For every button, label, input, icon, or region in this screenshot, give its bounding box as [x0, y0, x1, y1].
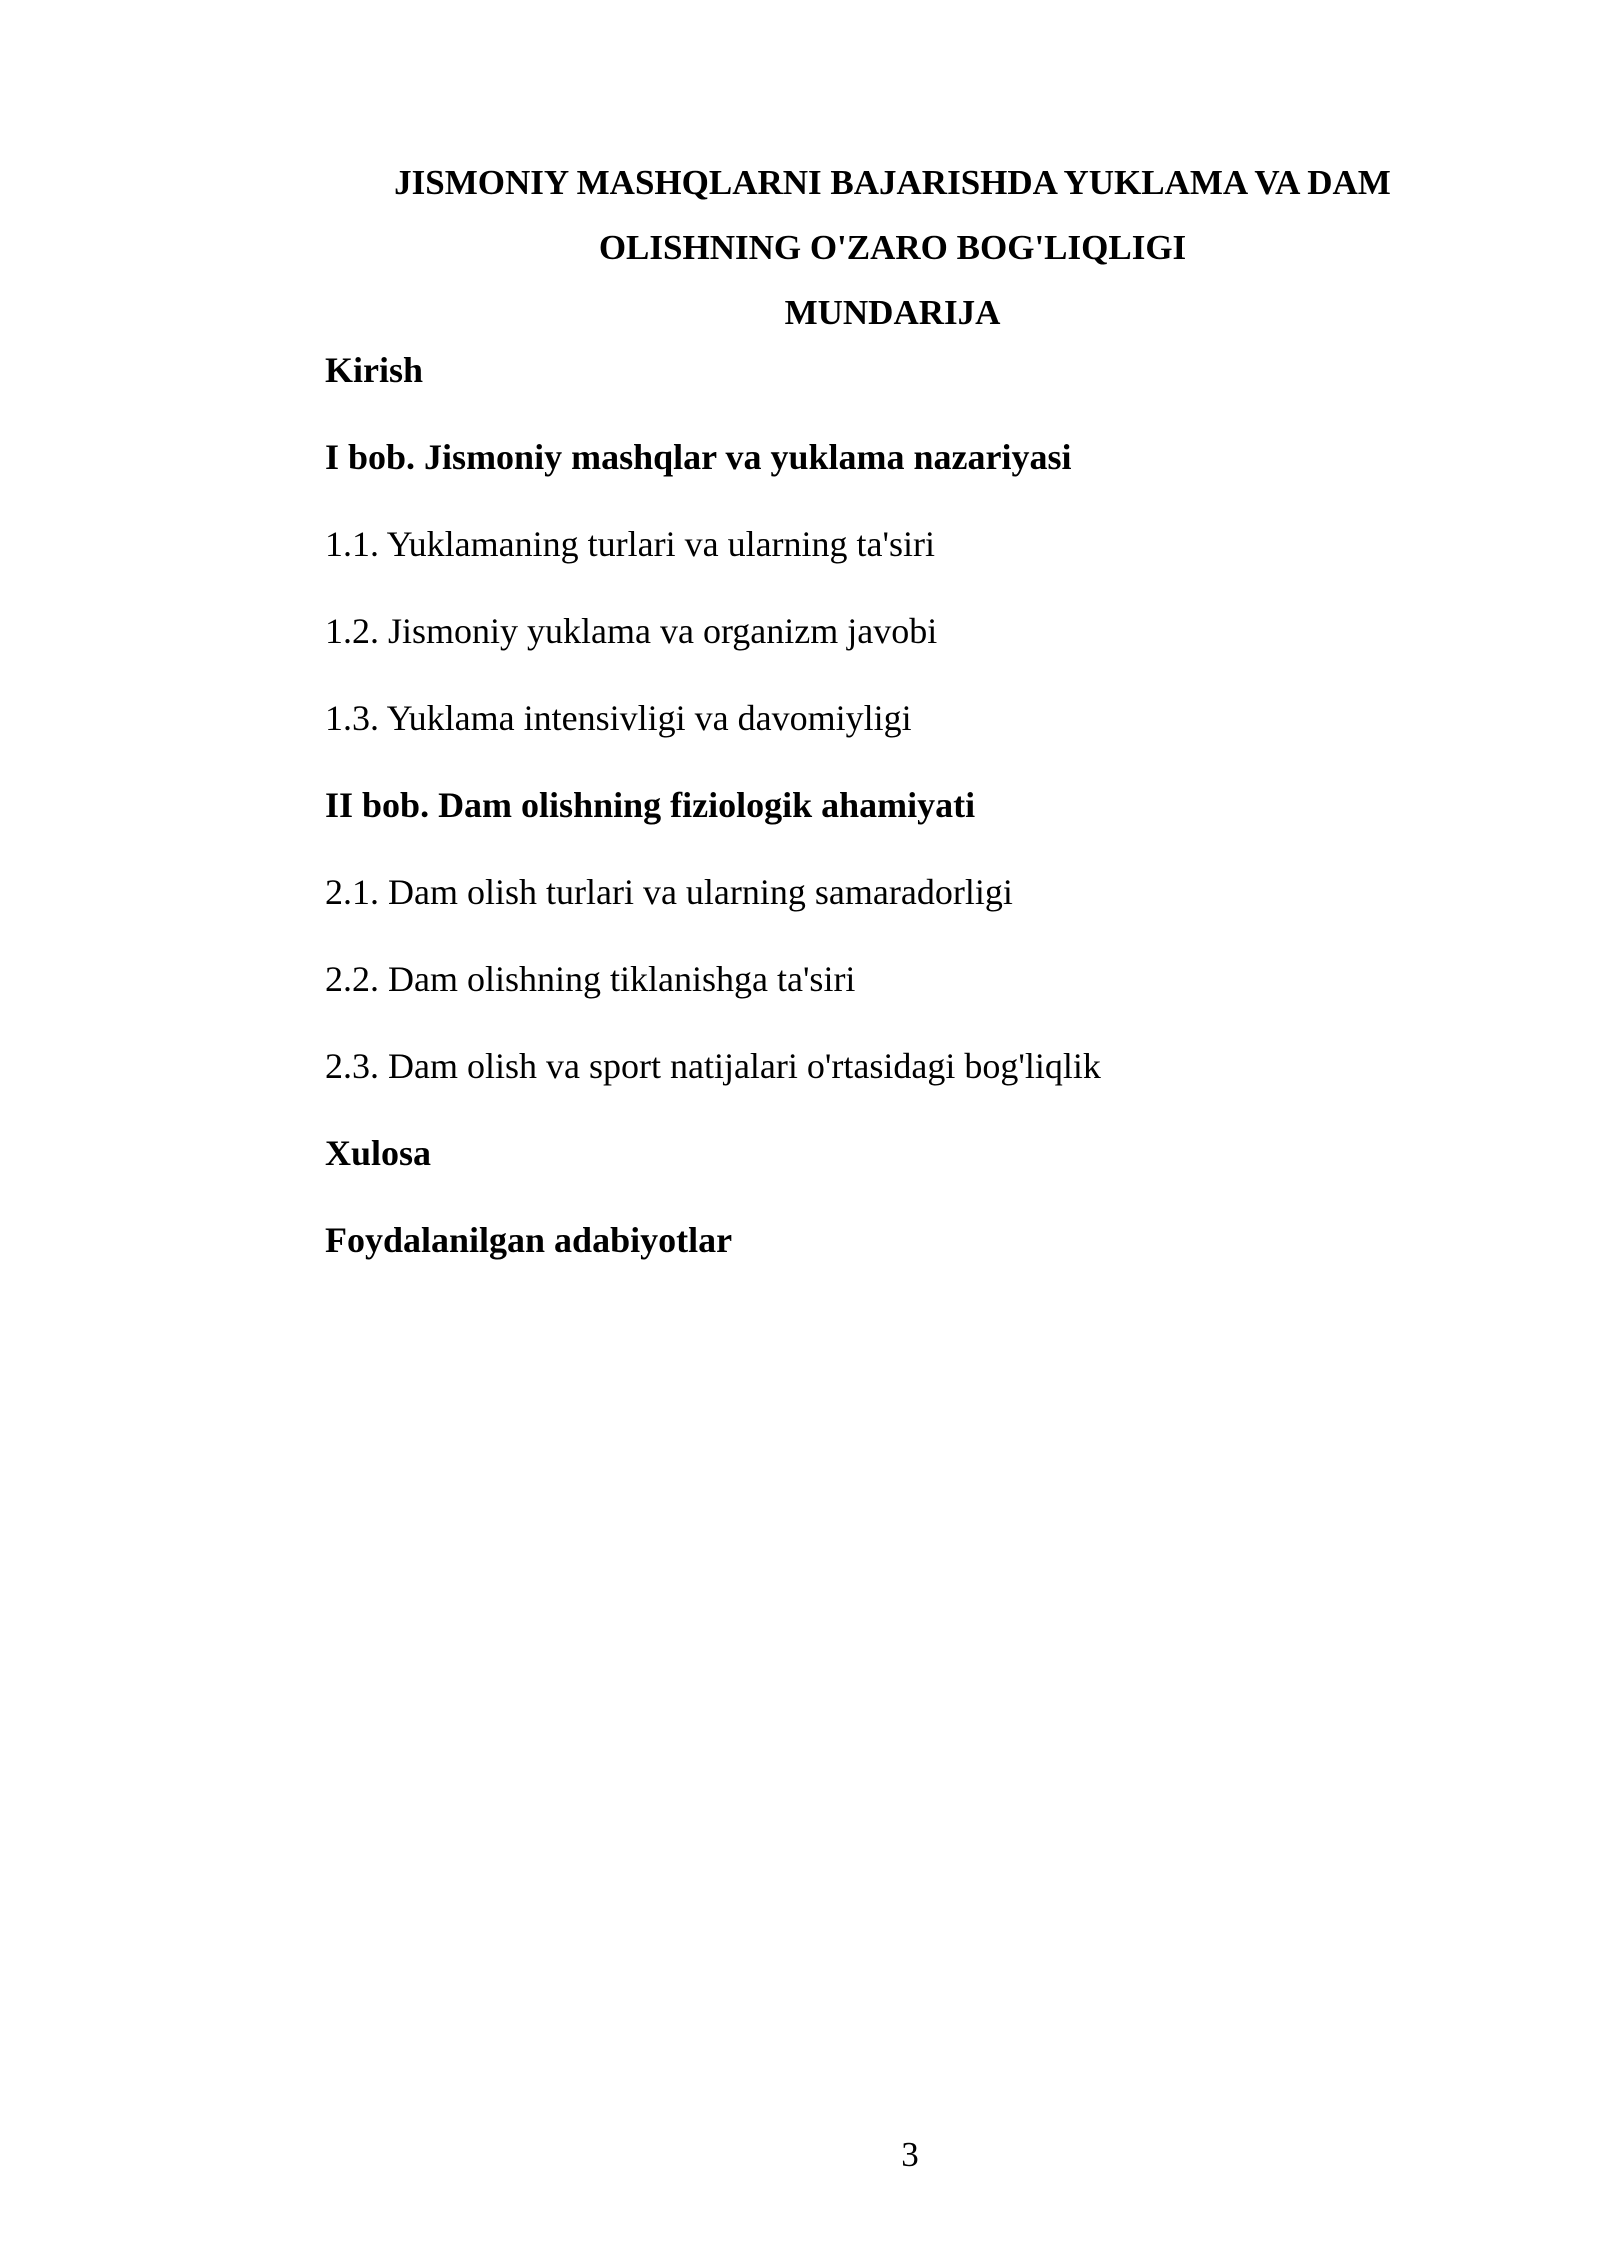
toc-item-references: Foydalanilgan adabiyotlar [325, 1220, 733, 1260]
table-of-contents [325, 337, 1455, 1294]
toc-item-section-1-1: 1.1. Yuklamaning turlari va ularning ta'siri [325, 524, 936, 564]
toc-item-section-1-2: 1.2. Jismoniy yuklama va organizm javobi [325, 611, 938, 651]
document-title-line-2: OLISHNING O'ZARO BOG'LIQLIGI [598, 228, 1187, 267]
toc-item-chapter-2: II bob. Dam olishning fiziologik ahamiyati [325, 785, 976, 825]
toc-item-section-2-2: 2.2. Dam olishning tiklanishga ta'siri [325, 959, 856, 999]
toc-item-section-2-3: 2.3. Dam olish va sport natijalari o'rtasidagi bog'liqlik [325, 1046, 1101, 1086]
title-block [325, 150, 1460, 345]
page-number: 3 [901, 2135, 919, 2174]
toc-item-section-2-1: 2.1. Dam olish turlari va ularning samaradorligi [325, 872, 1013, 912]
toc-item-section-1-3: 1.3. Yuklama intensivligi va davomiyligi [325, 698, 912, 738]
toc-item-chapter-1: I bob. Jismoniy mashqlar va yuklama nazariyasi [325, 437, 1072, 477]
toc-item-xulosa: Xulosa [325, 1133, 432, 1173]
toc-item-kirish: Kirish [325, 350, 424, 390]
toc-heading: MUNDARIJA [784, 293, 1001, 332]
document-title-line-1: JISMONIY MASHQLARNI BAJARISHDA YUKLAMA VA DAM [394, 163, 1391, 202]
